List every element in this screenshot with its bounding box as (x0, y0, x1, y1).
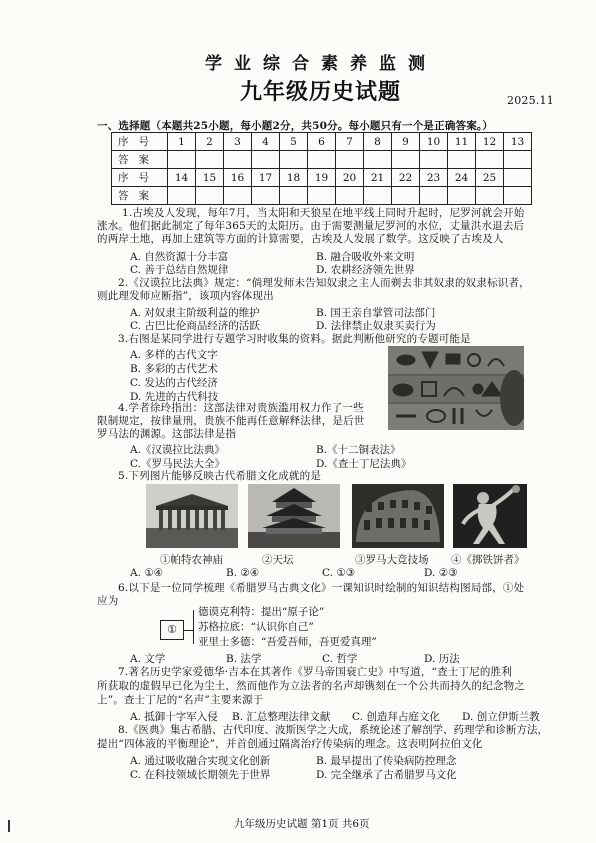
answer-cell (504, 187, 532, 205)
answer-cell[interactable] (252, 187, 280, 205)
scan-mark (8, 820, 10, 832)
q4-line: 罗马法的渊源。这部法律是指 (97, 428, 237, 440)
q4-option-b[interactable]: B.《十二铜表法》 (316, 444, 401, 456)
q5-option-b[interactable]: B. ②④ (226, 567, 260, 579)
q8-option-a[interactable]: A. 通过吸收融合实现文化创新 (130, 755, 271, 767)
table-cell: 24 (448, 169, 476, 187)
bracket-line (193, 610, 194, 644)
table-cell (504, 169, 532, 187)
q4-option-a[interactable]: A.《汉谟拉比法典》 (130, 444, 225, 456)
q1-option-a[interactable]: A. 自然资源十分丰富 (130, 251, 229, 263)
q3-option-a[interactable]: A. 多样的古代文字 (130, 349, 218, 361)
q6-option-a[interactable]: A. 文学 (130, 653, 166, 665)
hieroglyph-relief-image (388, 346, 524, 430)
answer-cell[interactable] (308, 187, 336, 205)
table-row (112, 169, 532, 187)
answer-cell[interactable] (280, 151, 308, 169)
q5-line: 5.下列图片能够反映古代希腊文化成就的是 (118, 470, 322, 482)
answer-cell[interactable] (476, 151, 504, 169)
table-cell: 15 (196, 169, 224, 187)
exam-date: 2025.11 (507, 94, 554, 107)
q7-line: 上”。查士丁尼的“名声”主要来源于 (97, 694, 264, 706)
q2-option-c[interactable]: C. 古巴比伦商品经济的活跃 (130, 320, 260, 332)
q7-option-a[interactable]: A. 抵御十字军入侵 (130, 711, 218, 723)
table-cell: 10 (420, 133, 448, 151)
table-cell: 3 (224, 133, 252, 151)
q6-line: 6.以下是一位同学梳理《希腊罗马古典文化》一课知识时绘制的知识结构图局部，①处 (118, 582, 525, 594)
q5-option-c[interactable]: C. ①③ (322, 567, 356, 579)
q6-option-d[interactable]: D. 历法 (424, 653, 460, 665)
q6-item-2: 苏格拉底：“认识你自己” (198, 621, 314, 633)
table-cell: 12 (476, 133, 504, 151)
answer-cell[interactable] (392, 151, 420, 169)
q8-line: 8.《医典》集古希腊、古代印度、波斯医学之大成，系统论述了解剖学、药理学和诊断方法， (118, 724, 549, 736)
q8-option-c[interactable]: C. 在科技领域长期领先于世界 (130, 769, 271, 781)
q8-option-d[interactable]: D. 完全继承了古希腊罗马文化 (316, 769, 457, 781)
table-cell: 20 (336, 169, 364, 187)
table-cell: 1 (168, 133, 196, 151)
connector-line (184, 630, 193, 631)
q2-option-d[interactable]: D. 法律禁止奴隶买卖行为 (316, 320, 436, 332)
answer-cell[interactable] (196, 187, 224, 205)
answer-cell[interactable] (336, 151, 364, 169)
row-label: 答案 (112, 151, 168, 169)
q5-caption-1: ①帕特农神庙 (160, 554, 223, 566)
answer-cell[interactable] (168, 187, 196, 205)
answer-cell[interactable] (476, 187, 504, 205)
table-cell: 7 (336, 133, 364, 151)
answer-cell[interactable] (224, 187, 252, 205)
q7-option-b[interactable]: B. 汇总整理法律文献 (232, 711, 331, 723)
q6-item-3: 亚里士多德：“吾爱吾师，吾更爱真理” (198, 636, 377, 648)
q3-option-d[interactable]: D. 先进的古代科技 (130, 391, 219, 403)
blank-marker-box: ① (160, 620, 184, 640)
table-cell: 23 (420, 169, 448, 187)
q5-caption-2: ②天坛 (262, 554, 294, 566)
answer-cell[interactable] (224, 151, 252, 169)
table-cell: 4 (252, 133, 280, 151)
q8-line: 提出“四体液的平衡理论”，并首创通过隔离治疗传染病的理念。这表明阿拉伯文化 (97, 738, 483, 750)
q4-option-d[interactable]: D.《查士丁尼法典》 (316, 458, 412, 470)
table-row (112, 151, 532, 169)
table-cell: 2 (196, 133, 224, 151)
q7-option-d[interactable]: D. 创立伊斯兰教 (462, 711, 540, 723)
q5-caption-3: ③罗马大竞技场 (355, 554, 429, 566)
answer-cell[interactable] (420, 187, 448, 205)
table-cell: 25 (476, 169, 504, 187)
table-cell: 18 (280, 169, 308, 187)
q2-line: 2.《汉谟拉比法典》规定：“倘理发师未告知奴隶之主人而剃去非其奴隶的奴隶标识者， (118, 277, 530, 289)
row-label: 序号 (112, 169, 168, 187)
answer-cell[interactable] (392, 187, 420, 205)
section-heading: 一、选择题（本题共25小题，每小题2分，共50分。每小题只有一个是正确答案。） (97, 120, 494, 132)
page-footer: 九年级历史试题 第1页 共6页 (234, 818, 370, 830)
q5-option-a[interactable]: A. ①④ (130, 567, 164, 579)
q6-line: 应为 (97, 595, 119, 607)
exam-series-title: 学业综合素养监测 (205, 54, 437, 74)
answer-cell[interactable] (308, 151, 336, 169)
q1-line: 1.古埃及人发现，每年7月，当太阳和天狼星在地平线上同时升起时，尼罗河就会开始 (122, 207, 525, 219)
table-cell: 13 (504, 133, 532, 151)
q5-caption-4: ④《掷铁饼者》 (451, 554, 525, 566)
row-label: 答案 (112, 187, 168, 205)
table-cell: 5 (280, 133, 308, 151)
answer-cell[interactable] (168, 151, 196, 169)
q2-line: 则此理发师应断指”，该项内容体现出 (97, 290, 274, 302)
table-cell: 14 (168, 169, 196, 187)
q6-option-b[interactable]: B. 法学 (226, 653, 262, 665)
q1-line: 涨水。他们据此制定了每年365天的太阳历。由于需要测量尼罗河的水位，丈量洪水退去后 (97, 220, 525, 232)
temple-of-heaven-image (248, 484, 340, 548)
q1-option-d[interactable]: D. 农耕经济领先世界 (316, 264, 415, 276)
table-cell: 11 (448, 133, 476, 151)
q1-option-c[interactable]: C. 善于总结自然规律 (130, 264, 229, 276)
answer-cell[interactable] (448, 187, 476, 205)
exam-title: 九年级历史试题 (240, 79, 402, 105)
table-cell: 9 (392, 133, 420, 151)
q2-option-b[interactable]: B. 国王亲自掌管司法部门 (316, 307, 436, 319)
answer-cell[interactable] (448, 151, 476, 169)
answer-cell[interactable] (364, 187, 392, 205)
answer-table (111, 132, 532, 205)
answer-cell[interactable] (196, 151, 224, 169)
table-row (112, 133, 532, 151)
q6-option-c[interactable]: C. 哲学 (322, 653, 358, 665)
q3-option-c[interactable]: C. 发达的古代经济 (130, 377, 218, 389)
table-cell: 8 (364, 133, 392, 151)
discobolus-image (453, 484, 527, 548)
answer-cell[interactable] (420, 151, 448, 169)
answer-cell[interactable] (252, 151, 280, 169)
q5-option-d[interactable]: D. ②③ (424, 567, 458, 579)
table-cell: 21 (364, 169, 392, 187)
parthenon-image (146, 484, 238, 548)
answer-cell[interactable] (504, 151, 532, 169)
q7-line: 7.著名历史学家爱德华·吉本在其著作《罗马帝国衰亡史》中写道，“查士丁尼的胜利 (118, 666, 513, 678)
answer-cell[interactable] (364, 151, 392, 169)
answer-cell[interactable] (280, 187, 308, 205)
q1-option-b[interactable]: B. 融合吸收外来文明 (316, 251, 415, 263)
answer-cell[interactable] (336, 187, 364, 205)
table-cell: 16 (224, 169, 252, 187)
q1-line: 的两岸土地，再加上建筑等方面的计算需要，古埃及人发展了数学。这反映了古埃及人 (97, 233, 504, 245)
q4-line: 4.学者徐玲指出：这部法律对贵族滥用权力作了一些 (118, 402, 364, 414)
q8-option-b[interactable]: B. 最早提出了传染病防控理念 (316, 755, 457, 767)
q7-line: 所获取的虚假早已化为尘土，然而他作为立法者的名声却镌刻在一个公共而持久的纪念物之 (97, 680, 525, 692)
table-row (112, 187, 532, 205)
colosseum-image (352, 484, 444, 548)
table-cell: 22 (392, 169, 420, 187)
q6-item-1: 德谟克利特：提出“原子论” (198, 606, 325, 618)
table-cell: 19 (308, 169, 336, 187)
q2-option-a[interactable]: A. 对奴隶主阶级利益的维护 (130, 307, 260, 319)
q4-option-c[interactable]: C.《罗马民法大全》 (130, 458, 225, 470)
q4-line: 限制规定，按律量刑，贵族不能再任意解释法律，是后世 (97, 415, 365, 427)
row-label: 序号 (112, 133, 168, 151)
table-cell: 6 (308, 133, 336, 151)
q3-option-b[interactable]: B. 多彩的古代艺术 (130, 363, 218, 375)
table-cell: 17 (252, 169, 280, 187)
q7-option-c[interactable]: C. 创造拜占庭文化 (352, 711, 440, 723)
q3-line: 3.右图是某同学进行专题学习时收集的资料。据此判断他研究的专题可能是 (118, 333, 471, 345)
